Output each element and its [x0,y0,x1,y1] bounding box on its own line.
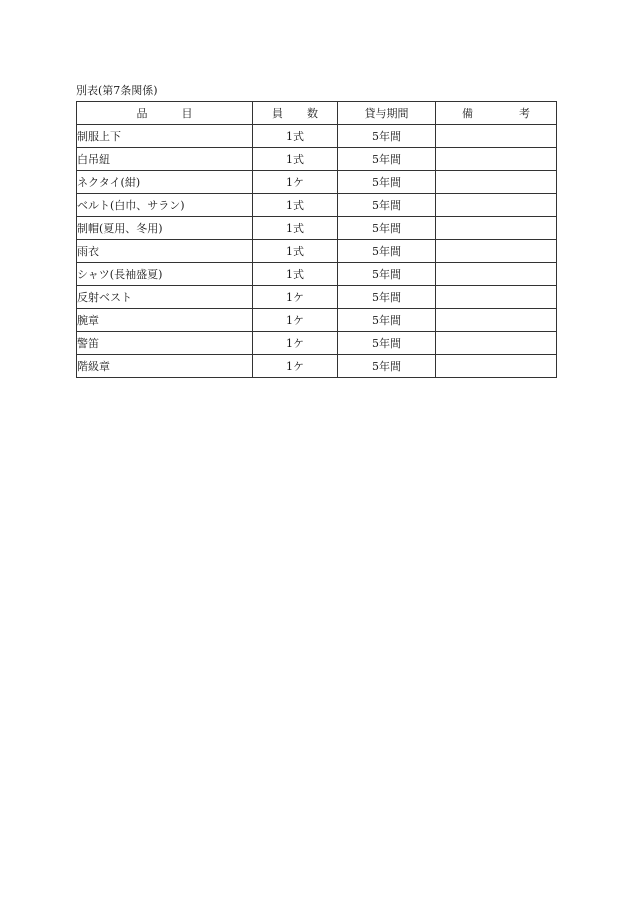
table-row [77,309,557,332]
header-remarks [436,102,557,125]
period-cell: 5年間 [338,286,436,309]
remarks-cell [436,240,557,263]
period-cell: 5年間 [338,240,436,263]
item-cell: ネクタイ(紺) [77,171,253,194]
remarks-cell [436,355,557,378]
qty-cell: 1式 [253,194,338,217]
table-row [77,125,557,148]
table-row [77,171,557,194]
qty-cell: 1式 [253,125,338,148]
item-cell: 白吊紐 [77,148,253,171]
table-row [77,355,557,378]
item-cell: 制帽(夏用、冬用) [77,217,253,240]
qty-cell: 1ケ [253,171,338,194]
item-cell: 反射ベスト [77,286,253,309]
header-item-char-2: 目 [181,107,193,120]
header-quantity-char-2: 数 [307,107,318,120]
header-quantity [253,102,338,125]
item-cell: 腕章 [77,309,253,332]
header-remarks-char-2: 考 [519,107,530,120]
header-item-char-1: 品 [136,107,148,120]
period-cell: 5年間 [338,125,436,148]
qty-cell: 1式 [253,240,338,263]
table-caption: 別表(第7条関係) [76,84,158,97]
qty-cell: 1ケ [253,332,338,355]
remarks-cell [436,125,557,148]
qty-cell: 1式 [253,263,338,286]
item-cell: シャツ(長袖盛夏) [77,263,253,286]
period-cell: 5年間 [338,355,436,378]
period-cell: 5年間 [338,217,436,240]
remarks-cell [436,286,557,309]
item-cell: 警笛 [77,332,253,355]
period-cell: 5年間 [338,332,436,355]
item-cell: ベルト(白巾、サラン) [77,194,253,217]
period-cell: 5年間 [338,309,436,332]
qty-cell: 1式 [253,148,338,171]
header-remarks-char-1: 備 [462,107,473,120]
header-item [77,102,253,125]
item-cell: 階級章 [77,355,253,378]
qty-cell: 1ケ [253,309,338,332]
header-period: 貸与期間 [338,102,436,125]
table-header-row [77,102,557,125]
remarks-cell [436,332,557,355]
table-row [77,148,557,171]
qty-cell: 1式 [253,217,338,240]
period-cell: 5年間 [338,194,436,217]
remarks-cell [436,309,557,332]
remarks-cell [436,217,557,240]
table-row [77,263,557,286]
item-cell: 雨衣 [77,240,253,263]
period-cell: 5年間 [338,148,436,171]
period-cell: 5年間 [338,171,436,194]
table-row [77,217,557,240]
equipment-table [76,101,557,378]
qty-cell: 1ケ [253,355,338,378]
remarks-cell [436,194,557,217]
remarks-cell [436,171,557,194]
qty-cell: 1ケ [253,286,338,309]
period-cell: 5年間 [338,263,436,286]
table-row [77,240,557,263]
remarks-cell [436,263,557,286]
header-quantity-char-1: 員 [272,107,283,120]
table-row [77,286,557,309]
table-row [77,332,557,355]
remarks-cell [436,148,557,171]
item-cell: 制服上下 [77,125,253,148]
table-row [77,194,557,217]
